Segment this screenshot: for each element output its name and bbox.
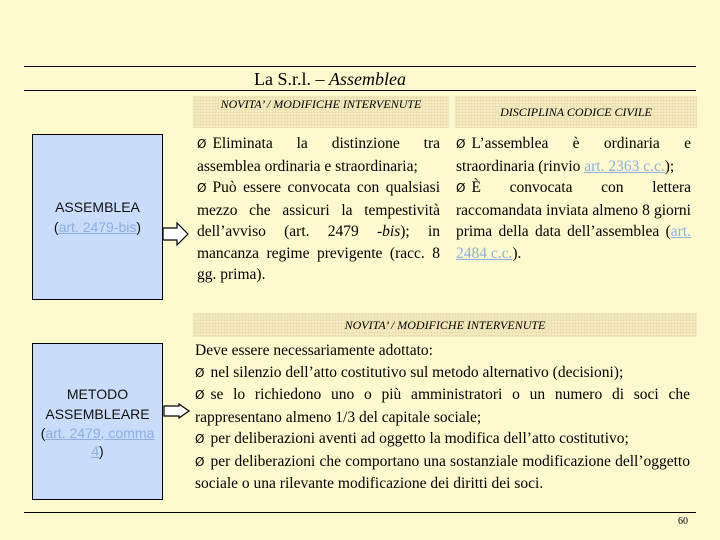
art-2484-link[interactable]: art. 2484 c.c. <box>456 223 691 262</box>
comma-4-link[interactable]: 4 <box>91 442 100 459</box>
bullet-icon: Ø <box>197 137 207 151</box>
page-number: 60 <box>678 516 688 527</box>
bottom-rule <box>24 512 696 513</box>
metodo-column <box>195 340 690 495</box>
assemblea-box <box>32 134 163 300</box>
bullet-icon: Ø <box>195 454 205 469</box>
metodo-item-4: Ø per deliberazioni che comportano una sostanziale modificazione dell’oggetto sociale o una rilevante modificazione dei diritti dei soci. <box>195 452 690 492</box>
codice-civile-column <box>456 133 691 264</box>
metodo-item-2: Ø se lo richiedono uno o più amministratori o un numero di soci che rappresentano almeno 1/3 del capitale sociale; <box>195 386 690 426</box>
metodo-intro: Deve essere necessariamente adottato: <box>195 342 433 359</box>
header-codice-civile: DISCIPLINA CODICE CIVILE <box>455 96 697 128</box>
bullet-icon: Ø <box>195 388 205 402</box>
metodo-label: METODO <box>66 385 129 402</box>
bullet-icon: Ø <box>456 137 466 151</box>
title-rule <box>24 90 696 91</box>
assemblea-ref: (art. 2479-bis) <box>53 219 142 235</box>
novita-column <box>197 133 440 286</box>
metodo-item-3: Ø per deliberazioni aventi ad oggetto la modifica dell’atto costitutivo; <box>195 430 629 447</box>
header-novita-2: NOVITA’ / MODIFICHE INTERVENUTE <box>193 313 697 337</box>
metodo-assembleare-box <box>32 343 163 500</box>
header-novita: NOVITA’ / MODIFICHE INTERVENUTE <box>193 96 449 128</box>
art-2479-comma-link[interactable]: art. 2479, comma <box>45 424 155 441</box>
bullet-icon: Ø <box>456 181 466 195</box>
assemblea-label: ASSEMBLEA <box>55 199 140 215</box>
assembleare-label: ASSEMBLEARE <box>45 405 150 422</box>
art-2479-bis-link[interactable]: art. 2479-bis <box>58 219 137 235</box>
top-rule <box>24 66 696 67</box>
bullet-icon: Ø <box>195 365 205 380</box>
novita-item-2: Ø Può essere convocata con qualsiasi mezzo che assicuri la tempestività dell’avviso (art. 2479 -bis); in mancanza regime previgente (racc. 8 gg. prima). <box>197 179 440 283</box>
arrow-right-icon <box>163 403 191 419</box>
cc-item-2: Ø È convocata con lettera raccomandata inviata almeno 8 giorni prima della data dell’assemblea (art. 2484 c.c.). <box>456 179 691 262</box>
bullet-icon: Ø <box>197 181 207 195</box>
art-2363-link[interactable]: art. 2363 c.c. <box>584 157 665 175</box>
metodo-ref: (art. 2479, comma 4) <box>40 424 155 459</box>
bullet-icon: Ø <box>195 432 205 446</box>
arrow-right-icon <box>162 222 190 246</box>
novita-item-1: Ø Eliminata la distinzione tra assemblea ordinaria e straordinaria; <box>197 135 440 175</box>
slide-title: La S.r.l. – Assemblea <box>254 69 406 89</box>
cc-item-1: Ø L’assemblea è ordinaria e straordinaria (rinvio art. 2363 c.c.); <box>456 135 691 175</box>
metodo-item-1: Ø nel silenzio dell’atto costitutivo sul metodo alternativo (decisioni); <box>195 363 624 381</box>
